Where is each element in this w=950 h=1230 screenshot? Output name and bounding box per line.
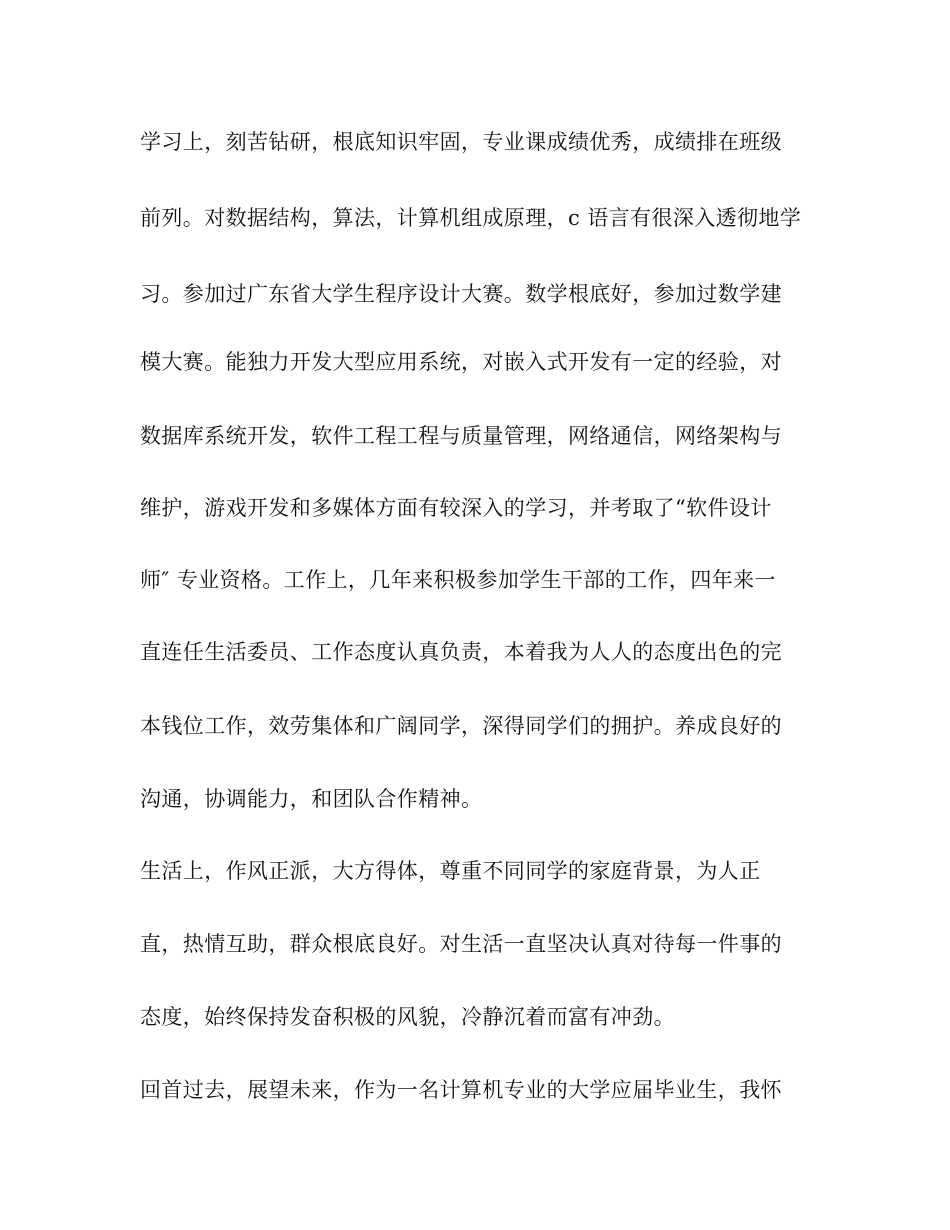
text-line-5: 数据库系统开发，软件工程工程与质量管理，网络通信，网络架构与 [140,424,782,448]
text-line-2: 前列。对数据结构，算法，计算机组成原理，c 语言有很深入透彻地学 [140,206,802,230]
text-line-3: 习。参加过广东省大学生程序设计大赛。数学根底好，参加过数学建 [140,282,782,306]
text-line-14: 回首过去，展望未来，作为一名计算机专业的大学应届毕业生，我怀 [140,1078,782,1102]
text-line-12: 直，热情互助，群众根底良好。对生活一直坚决认真对待每一件事的 [140,932,782,956]
text-line-8: 直连任生活委员、工作态度认真负责，本着我为人人的态度出色的完 [140,640,782,664]
text-line-6: 维护，游戏开发和多媒体方面有较深入的学习，并考取了“软件设计 [140,496,772,520]
text-line-7: 师″ 专业资格。工作上，几年来积极参加学生干部的工作，四年来一 [140,568,776,592]
text-line-4: 模大赛。能独力开发大型应用系统，对嵌入式开发有一定的经验，对 [140,350,782,374]
text-line-9: 本钱位工作，效劳集体和广阔同学，深得同学们的拥护。养成良好的 [140,714,782,738]
text-line-11: 生活上，作风正派，大方得体，尊重不同同学的家庭背景，为人正 [140,859,761,883]
text-line-1: 学习上，刻苦钻研，根底知识牢固，专业课成绩优秀，成绩排在班级 [140,130,782,154]
text-line-10: 沟通，协调能力，和团队合作精神。 [140,787,483,811]
text-line-13: 态度，始终保持发奋积极的风貌，冷静沉着而富有冲劲。 [140,1005,675,1029]
